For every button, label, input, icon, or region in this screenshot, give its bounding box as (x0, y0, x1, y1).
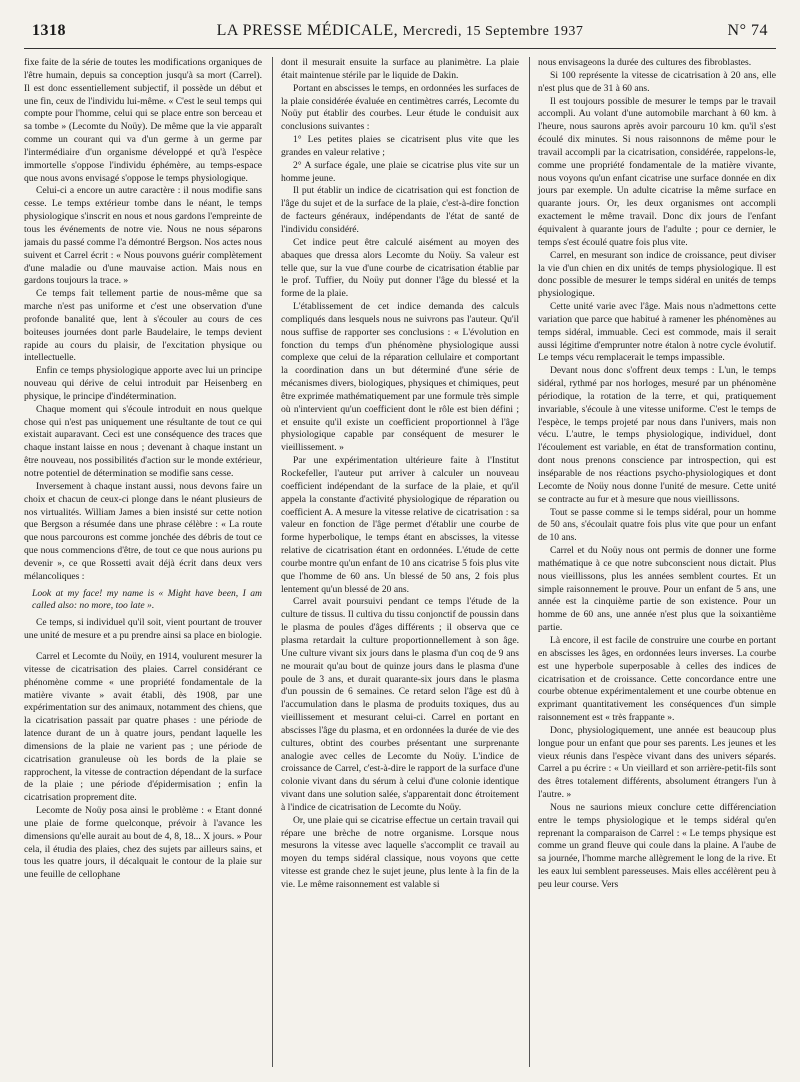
column-3 (529, 57, 776, 1067)
paragraph: Portant en abscisses le temps, en ordonnées les surfaces de la plaie considérée évaluée en centimètres carrés, Lecomte du Noüy put établir des courbes. Leur étude le conduisit aux conclusions suivantes : (281, 82, 519, 133)
paragraph: Ce temps fait tellement partie de nous-même que sa marche n'est pas uniforme et c'est une observation d'une profonde banalité que, lent à s'écouler au cours de ces boiteuses journées dont parle Baudelaire, le temps devient rapide au cours du plaisir, de l'excitation physique ou intellectuelle. (24, 288, 262, 364)
paragraph: Carrel et du Noüy nous ont permis de donner une forme mathématique à ce que notre subconscient nous dictait. Plus nous vieillissons, plus les années semblent courtes. Et un simple raisonnement le prouve. Pour un enfant de 5 ans, une année est la cinquième partie de son existence. Pour un homme de 60 ans, une année n'est plus que la soixantième partie. (538, 545, 776, 634)
paragraph: Or, une plaie qui se cicatrise effectue un certain travail qui répare une brèche de notre organisme. Lorsque nous mesurons la vitesse avec laquelle s'accomplit ce travail au moyen du temps sidéral classique, nous voyons que cette vitesse est grande chez le sujet jeune, plus lente à la fin de la vie. Le même raisonnement est valable si (281, 814, 519, 890)
column-2 (272, 57, 519, 1067)
paragraph: Carrel avait poursuivi pendant ce temps l'étude de la culture de tissus. Il cultiva du tissu conjonctif de poussin dans le plasma de poules d'âges différents ; il observa que ce plasma retardait la culture proportionnellement à son âge. Une culture vivant six jours dans le plasma d'un coq de 9 ans ne mourait qu'au bout de quinze jours dans le plasma d'une poule de 3 ans, et durait quarante-six jours dans le plasma d'un poussin de 6 semaines. Ce retard selon l'âge est dû à l'accumulation dans le plasma de produits toxiques, dus au vieillissement et mesurant celui-ci. Carrel en portant en abscisses l'âge du plasma, et en ordonnées la durée de vie des cultures, obtint des courbes présentant une surprenante analogie avec celles de Lecomte du Noüy. L'indice de croissance de Carrel, c'est-à-dire le rapport de la surface d'une colonie vivant dans du sérum à celui d'une colonie identique vivant dans une solution salée, s'apparentait donc étroitement à l'indice de cicatrisation de Lecomte du Noüy. (281, 596, 519, 813)
paragraph: 1° Les petites plaies se cicatrisent plus vite que les grandes en valeur relative ; (281, 134, 519, 158)
paragraph: Là encore, il est facile de construire une courbe en portant en abscisses les âges, en ordonnées leurs inverses. La courbe est une hyperbole superposable à celles des indices de cicatrisation et de croissance. Cette concordance entre une courbe obtenue expérimentalement et une courbe obtenue en exprimant quantitativement les conséquences d'un simple raisonnement est « très frappante ». (538, 634, 776, 724)
paragraph: Il est toujours possible de mesurer le temps par le travail accompli. Au volant d'une automobile marchant à 60 km. à l'heure, nous saurons après avoir parcouru 10 km. qu'il s'est écoulé dix minutes. Si nous raisonnons de même pour le travail accompli par la cicatrisation, considérée, rappelons-le, comme une propriété fondamentale de la matière vivante, nous voyons qu'un enfant cicatrise une surface donnée en dix jours par exemple. Un adulte cicatrise la même surface en quarante jours. Or, les deux organismes ont accompli exactement le même travail. Donc dix jours de l'enfant équivalent à quarante jours de l'adulte ; pour ce dernier, le temps s'est écoulé quatre fois plus vite. (538, 95, 776, 248)
paragraph: Inversement à chaque instant aussi, nous devons faire un choix et chacun de ceux-ci plonge dans le néant plusieurs de nos virtualités. William James a bien insisté sur cette notion que Bergson a résumée dans une phrase célèbre : « La route que nous parcourons est comme jonchée des débris de tout ce que nous commencions d'être, de tout ce que nous aurions pu devenir », ce que Rossetti avait déjà écrit dans deux vers mélancoliques : (24, 480, 262, 582)
paragraph: Lecomte de Noüy posa ainsi le problème : « Etant donné une plaie de forme quelconque, prévoir à l'avance les dimensions qu'elle aurait au bout de 4, 8, 18... X jours. » Pour cela, il étudia des plaies, chez des sujets par ailleurs sains, et tous les quatre jours, il décalquait le contour de la plaie sur une feuille de cellophane (24, 805, 262, 881)
paragraph: Look at my face! my name is « Might have been, I am called also: no more, too late ». (32, 587, 262, 612)
paragraph: L'établissement de cet indice demanda des calculs compliqués dans lesquels nous ne suivrons pas l'auteur. Qu'il nous suffise de rapporter ses conclusions : « L'évolution en fonction du temps d'un phénomène physiologique aussi complexe que celui de la réparation cellulaire et comportant la coordination dans un but déterminé d'une série de mécanismes divers, biologiques, physiques et chimiques, peut être exprimée mathématiquement par une formule très simple où n'intervient qu'un coefficient dont le rôle est bien défini ; et ensuite qu'il existe un coefficient proportionnel à l'âge physiologique capable par conséquent de mesurer le vieillissement. » (281, 301, 519, 454)
paragraph: fixe faite de la série de toutes les modifications organiques de l'être humain, depuis sa conception jusqu'à sa mort (Carrel). Il est donc essentiellement subjectif, il possède un début et une fin, ceux de l'individu lui-même. « C'est le seul temps qui compte pour l'homme, celui qui se place entre son berceau et sa tombe » (Lecomte du Noüy). De même que la vie apparaît comme un courant qui va d'un germe à un germe par l'intermédiaire d'un organisme développé et qu'à l'espèce immortelle s'oppose l'individu éphémère, au temps-espace que nous avons envisagé s'oppose le temps physiologique. (24, 57, 262, 184)
paragraph: Par une expérimentation ultérieure faite à l'Institut Rockefeller, l'auteur put arriver à calculer un nouveau coefficient indépendant de la surface de la plaie, et qu'il appela la constante d'activité physiologique de réparation ou coefficient A. A mesure la vitesse relative de cicatrisation : sa valeur en fonction de l'âge permet d'établir une courbe de forme hyperbolique, le temps étant en abscisses, la vitesse relative de cicatrisation étant en ordonnées. L'étude de cette courbe montre qu'un enfant de 10 ans cicatrise 5 fois plus vite que l'homme de 60 ans. Un blessé de 50 ans, 2 fois plus lentement qu'un blessé de 20 ans. (281, 455, 519, 595)
article-columns (24, 57, 776, 1067)
paragraph: dont il mesurait ensuite la surface au planimètre. La plaie était maintenue stérile par le liquide de Dakin. (281, 57, 519, 81)
paragraph: Tout se passe comme si le temps sidéral, pour un homme de 50 ans, s'écoulait quatre fois plus vite que pour un enfant de 10 ans. (538, 506, 776, 544)
paragraph: Si 100 représente la vitesse de cicatrisation à 20 ans, elle n'est plus que de 31 à 60 ans. (538, 69, 776, 94)
paragraph: Ce temps, si individuel qu'il soit, vient pourtant de trouver une unité de mesure et a pu prendre ainsi sa place en biologie. (24, 617, 262, 642)
page-header (24, 18, 776, 49)
paragraph: nous envisageons la durée des cultures des fibroblastes. (538, 57, 752, 68)
page-number: 1318 (32, 22, 66, 39)
paragraph: Celui-ci a encore un autre caractère : il nous modifie sans cesse. Le temps extérieur tombe dans le néant, le temps physiologique s'inscrit en nous et nous gardons l'empreinte de tous les événements de notre vie. Nous ne nous séparons jamais du passé comme l'a démontré Bergson. Nos actes nous suivent et Carrel écrit : « Nous pouvons guérir complètement d'une maladie ou d'une mauvaise action. Mais nous en gardons toujours la trace. » (24, 185, 262, 287)
paragraph: Carrel et Lecomte du Noüy, en 1914, voulurent mesurer la vitesse de cicatrisation des plaies. Carrel considérant ce phénomène comme « une propriété fondamentale de la matière vivante » avait établi, dès 1908, par une expérimentation sur des animaux, notamment des chiens, que la cicatrisation passait par quatre phases : une période de latence durant de un à quatre jours, pendant laquelle les dimensions de la plaie ne varient pas ; une période de cicatrisation granuleuse où les bords de la plaie se rapprochent, la vitesse de contraction dépendant de la surface de la plaie ; une période d'épidermisation ; enfin la cicatrisation proprement dite. (24, 650, 262, 804)
issue-number: N° 74 (727, 22, 768, 39)
paragraph: Cette unité varie avec l'âge. Mais nous n'admettons cette variation que parce que habitué à ramener les phénomènes au temps sidéral, immuable. Ceci est commode, mais il serait aussi légitime d'emprunter notre étalon à notre cycle évolutif. Le temps vécu remplacerait le temps impassible. (538, 301, 776, 364)
paragraph: Chaque moment qui s'écoule introduit en nous quelque chose qui n'est pas uniquement une résultante de tout ce qui existait auparavant. Ceci est une conséquence des traces que chaque instant laisse en nous ; devenant à chaque instant un être nouveau, nos possibilités d'action sur le monde extérieur, notre potentiel de détermination se modifie sans cesse. (24, 403, 262, 479)
paragraph: 2° A surface égale, une plaie se cicatrise plus vite sur un homme jeune. (281, 159, 519, 184)
paragraph: Nous ne saurions mieux conclure cette différenciation entre le temps physiologique et le temps sidéral qu'en reprenant la comparaison de Carrel : « Le temps physique est comme un grand fleuve qui coule dans la plaine. A l'aube de sa journée, l'homme marche allègrement le long de la rive. Et les eaux lui semblent paresseuses. Mais elles accélèrent peu à peu leur course. Vers (538, 801, 776, 890)
paragraph: Donc, physiologiquement, une année est beaucoup plus longue pour un enfant que pour ses parents. Les jeunes et les vieux réunis dans l'espèce vivant dans des univers séparés. Carrel a pu écrire : « Un vieillard et son arrière-petit-fils sont des êtres totalement différents, absolument étrangers l'un à l'autre. » (538, 724, 776, 801)
column-1 (24, 57, 262, 1067)
paragraph: Cet indice peut être calculé aisément au moyen des abaques que dressa alors Lecomte du Noüy. Sa valeur est telle que, sur la vue d'une courbe de cicatrisation établie par le prof. Tuffier, du Noüy put donner l'âge du blessé et la forme de la plaie. (281, 236, 519, 300)
paragraph: Enfin ce temps physiologique apporte avec lui un principe nouveau qui dérive de celui introduit par Heisenberg en physique, le principe d'indétermination. (24, 365, 262, 402)
paragraph: Il put établir un indice de cicatrisation qui est fonction de l'âge du sujet et de la surface de la plaie, c'est-à-dire fonction de facteurs généraux, indépendants de l'état de santé de l'individu considéré. (281, 185, 519, 235)
masthead (24, 22, 776, 40)
issue-date: Mercredi, 15 Septembre 1937 (402, 24, 584, 39)
journal-title: LA PRESSE MÉDICALE, (216, 22, 399, 39)
paragraph: Devant nous donc s'offrent deux temps : L'un, le temps sidéral, rythmé par nos horloges, mesuré par un phénomène périodique, la rotation de la terre, et qui, pratiquement invariable, s'écoule à une vitesse uniforme. C'est le temps de l'espèce, le temps projeté par nous dans l'univers, mais non vécu. L'autre, le temps physiologique, individuel, dont l'écoulement est variable, en état de transformation continu, dont nous prenons conscience par introspection, qui est inséparable de nos réactions psycho-physiologiques et dont Lecomte de Noüy nous donne l'unité de mesure. Cette unité se contracte au fur et à mesure que nous vieillissons. (538, 365, 776, 505)
paragraph: Carrel, en mesurant son indice de croissance, peut diviser la vie d'un chien en dix unités de temps physiologique. Il est donc possible de mesurer le temps sidéral en unités de temps physiologique. (538, 249, 776, 300)
